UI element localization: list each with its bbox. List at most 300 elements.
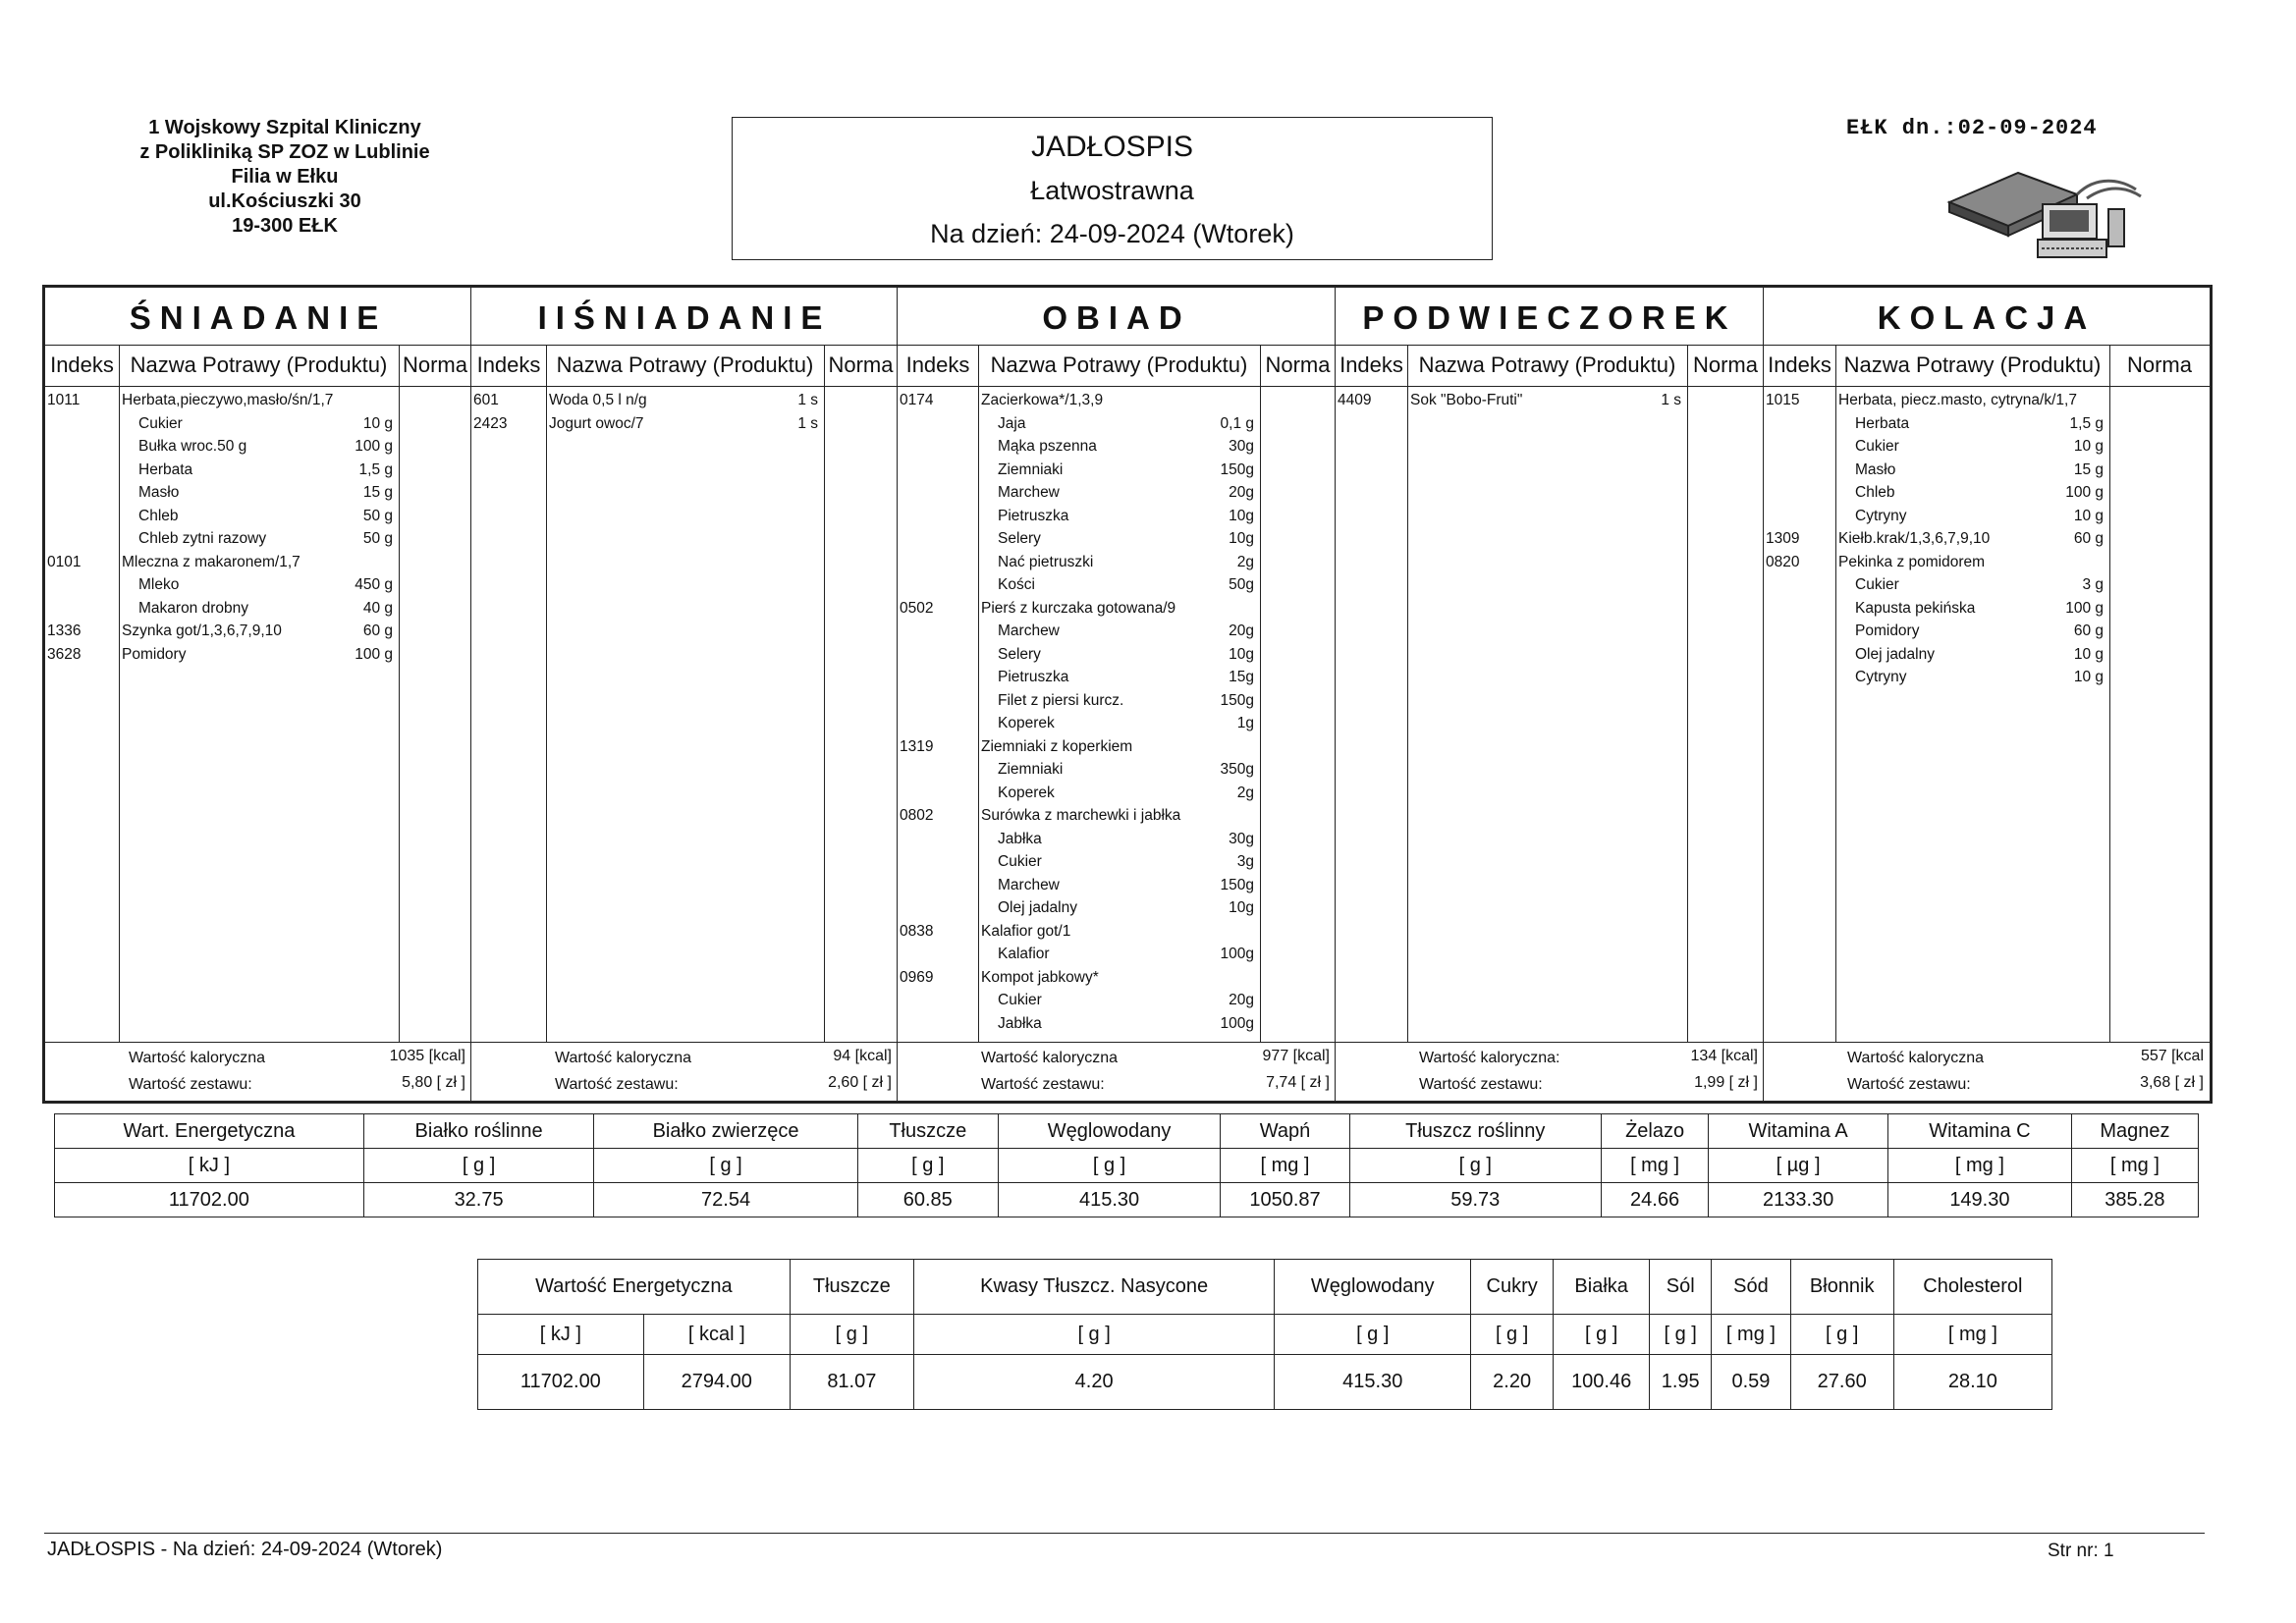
nutrient-value: 11702.00 [478, 1355, 644, 1410]
item-norm: 1 s [797, 392, 818, 408]
meal-title: PODWIECZOREK [1362, 299, 1737, 336]
column-header-name: Nazwa Potrawy (Produktu) [1843, 352, 2102, 377]
item-norm: 0,1 g [1220, 414, 1254, 432]
item-norm: 2g [1236, 784, 1254, 801]
item-norm: 60 g [2073, 622, 2104, 639]
hospital-line: 19-300 EŁK [232, 215, 338, 237]
item-name: Kompot jabkowy* [981, 968, 1099, 986]
nutrient-header: Tłuszcze [790, 1260, 913, 1315]
nutrient-value: 1050.87 [1221, 1183, 1349, 1217]
menu-row [1336, 389, 1764, 411]
book-computer-logo-icon [1940, 165, 2165, 263]
hospital-line: ul.Kościuszki 30 [208, 190, 361, 212]
item-name: Masło [1855, 460, 1896, 478]
item-name: Pierś z kurczaka gotowana/9 [981, 599, 1176, 617]
nutrient-value: 149.30 [1888, 1183, 2072, 1217]
column-header-index: Indeks [476, 352, 541, 377]
item-norm: 100 g [355, 645, 393, 663]
item-name: Cytryny [1855, 507, 1907, 524]
item-norm: 20g [1229, 484, 1254, 501]
menu-row [898, 620, 1336, 642]
item-norm: 3 g [2082, 576, 2104, 593]
menu-row [1764, 389, 2210, 411]
menu-row [45, 597, 471, 620]
nutrient-value: 1.95 [1650, 1355, 1712, 1410]
menu-row [898, 389, 1336, 411]
item-name: Olej jadalny [998, 899, 1077, 916]
item-name: Herbata [1855, 414, 1910, 432]
item-name: Pietruszka [998, 669, 1069, 685]
item-name: Mąka pszenna [998, 438, 1097, 455]
cost-label: Wartość zestawu: [981, 1076, 1105, 1093]
item-name: Kości [998, 576, 1035, 593]
nutrition-summary-table [54, 1113, 2199, 1217]
item-name: Selery [998, 530, 1041, 547]
nutrient-header: Cukry [1471, 1260, 1554, 1315]
column-header-norm: Norma [828, 352, 894, 377]
column-header-name: Nazwa Potrawy (Produktu) [130, 352, 388, 377]
item-norm: 15 g [2073, 460, 2104, 478]
item-index: 1011 [47, 392, 81, 408]
item-norm: 30g [1229, 438, 1254, 455]
nutrient-header: Sód [1712, 1260, 1790, 1315]
page-title: JADŁOSPIS [1030, 131, 1194, 163]
item-norm: 100 g [2065, 599, 2104, 617]
item-name: Makaron drobny [138, 599, 249, 617]
nutrient-value: 60.85 [857, 1183, 998, 1217]
item-index: 0802 [900, 807, 934, 824]
column-header-name: Nazwa Potrawy (Produktu) [556, 352, 814, 377]
nutrient-header: Witamina A [1709, 1114, 1888, 1149]
item-name: Jabłka [998, 1014, 1042, 1032]
menu-row [898, 551, 1336, 573]
menu-row [898, 850, 1336, 873]
item-name: Kalafior got/1 [981, 922, 1071, 940]
menu-row [45, 435, 471, 458]
item-index: 0174 [900, 392, 934, 408]
item-norm: 10 g [2073, 645, 2104, 663]
menu-row [898, 643, 1336, 666]
item-index: 1015 [1766, 392, 1800, 408]
menu-row [898, 1012, 1336, 1035]
nutrient-header: Wapń [1221, 1114, 1349, 1149]
item-index: 0838 [900, 922, 934, 940]
item-name: Nać pietruszki [998, 553, 1094, 570]
nutrient-header: Węglowodany [998, 1114, 1221, 1149]
nutrient-header: Tłuszcz roślinny [1349, 1114, 1601, 1149]
item-index: 1309 [1766, 530, 1800, 547]
diet-name: Łatwostrawna [1030, 176, 1194, 205]
nutrient-header: Białko roślinne [363, 1114, 594, 1149]
item-norm: 10 g [2073, 438, 2104, 455]
item-index: 601 [473, 392, 499, 408]
nutrient-unit: [ g ] [913, 1315, 1274, 1355]
item-name: Kiełb.krak/1,3,6,7,9,10 [1838, 530, 1991, 547]
menu-row [898, 966, 1336, 989]
item-name: Surówka z marchewki i jabłka [981, 807, 1181, 824]
menu-row [898, 481, 1336, 504]
item-name: Szynka got/1,3,6,7,9,10 [122, 622, 282, 639]
nutrient-header: Kwasy Tłuszcz. Nasycone [913, 1260, 1274, 1315]
item-name: Marchew [998, 484, 1060, 501]
menu-row [45, 527, 471, 550]
item-norm: 150g [1220, 691, 1254, 709]
nutrient-unit: [ g ] [1471, 1315, 1554, 1355]
menu-row [45, 481, 471, 504]
menu-row [898, 804, 1336, 827]
nutrient-unit: [ kJ ] [478, 1315, 644, 1355]
kcal-value: 977 [kcal] [1262, 1048, 1330, 1064]
menu-row [1764, 551, 2210, 573]
nutrient-header: Błonnik [1790, 1260, 1893, 1315]
nutrient-unit: [ g ] [1275, 1315, 1471, 1355]
footer-title: JADŁOSPIS - Na dzień: 24-09-2024 (Wtorek) [47, 1539, 443, 1560]
item-name: Cukier [998, 853, 1042, 870]
item-norm: 20g [1229, 992, 1254, 1008]
nutrient-unit: [ g ] [594, 1149, 857, 1183]
item-name: Jaja [998, 414, 1026, 432]
menu-row [898, 735, 1336, 758]
cost-value: 3,68 [ zł ] [2140, 1074, 2204, 1091]
meal-title: OBIAD [1042, 299, 1191, 336]
kcal-label: Wartość kaloryczna [981, 1050, 1118, 1066]
nutrient-header: Sól [1650, 1260, 1712, 1315]
item-name: Chleb [1855, 484, 1895, 501]
page-number: Str nr: 1 [2048, 1541, 2114, 1561]
column-header-norm: Norma [2126, 352, 2192, 377]
item-name: Sok "Bobo-Fruti" [1410, 392, 1523, 408]
item-name: Cukier [138, 414, 183, 432]
item-name: Olej jadalny [1855, 645, 1935, 663]
column-header-index: Indeks [905, 352, 970, 377]
column-header-index: Indeks [1768, 352, 1831, 377]
menu-row [1764, 620, 2210, 642]
menu-row [1764, 597, 2210, 620]
nutrient-unit: [ mg ] [1601, 1149, 1708, 1183]
nutrition-label-table [477, 1259, 2052, 1410]
kcal-label: Wartość kaloryczna [1847, 1050, 1984, 1066]
nutrient-value: 415.30 [1275, 1355, 1471, 1410]
menu-row [1764, 481, 2210, 504]
nutrient-value: 24.66 [1601, 1183, 1708, 1217]
item-name: Ziemniaki [998, 761, 1064, 778]
menu-row [898, 666, 1336, 688]
menu-row [1764, 573, 2210, 596]
menu-row [898, 712, 1336, 734]
kcal-label: Wartość kaloryczna: [1419, 1050, 1560, 1066]
meal-title: KOLACJA [1877, 299, 2097, 336]
menu-row [898, 412, 1336, 435]
item-index: 0820 [1766, 553, 1800, 570]
menu-row [45, 573, 471, 596]
nutrient-header: Węglowodany [1275, 1260, 1471, 1315]
nutrient-value: 2794.00 [643, 1355, 790, 1410]
kcal-value: 557 [kcal [2140, 1048, 2204, 1064]
menu-row [1764, 527, 2210, 550]
item-name: Bułka wroc.50 g [138, 438, 247, 455]
item-norm: 1,5 g [358, 460, 393, 478]
meal-totals [898, 1045, 1336, 1104]
item-name: Marchew [998, 876, 1060, 893]
menu-row [898, 505, 1336, 527]
cost-value: 7,74 [ zł ] [1266, 1074, 1330, 1091]
column-header-norm: Norma [1265, 352, 1331, 377]
nutrient-value: 59.73 [1349, 1183, 1601, 1217]
nutrient-unit: [ mg ] [2071, 1149, 2198, 1183]
item-name: Jogurt owoc/7 [549, 414, 644, 432]
item-index: 0502 [900, 599, 934, 617]
nutrient-unit: [ mg ] [1893, 1315, 2051, 1355]
item-name: Herbata, piecz.masto, cytryna/k/1,7 [1838, 392, 2077, 408]
item-name: Woda 0,5 l n/g [549, 392, 647, 408]
item-name: Herbata [138, 460, 193, 478]
meal-totals [1336, 1045, 1764, 1104]
item-index: 1336 [47, 622, 82, 639]
menu-row [45, 643, 471, 666]
nutrient-value: 27.60 [1790, 1355, 1893, 1410]
menu-row [45, 620, 471, 642]
hospital-address [88, 116, 481, 239]
cost-label: Wartość zestawu: [555, 1076, 679, 1093]
item-norm: 15g [1229, 669, 1254, 685]
hospital-line: z Polikliniką SP ZOZ w Lublinie [139, 141, 430, 163]
nutrient-unit: [ kJ ] [55, 1149, 364, 1183]
item-name: Selery [998, 645, 1041, 663]
item-norm: 50 g [362, 530, 393, 547]
item-norm: 3g [1236, 853, 1254, 870]
item-norm: 60 g [362, 622, 393, 639]
item-name: Pekinka z pomidorem [1838, 553, 1986, 570]
menu-table [42, 285, 2213, 1104]
nutrient-header: Żelazo [1601, 1114, 1708, 1149]
item-norm: 20g [1229, 622, 1254, 639]
item-name: Zacierkowa*/1,3,9 [981, 392, 1104, 408]
nutrient-value: 32.75 [363, 1183, 594, 1217]
item-index: 0101 [47, 553, 82, 570]
nutrient-header: Białko zwierzęce [594, 1114, 857, 1149]
nutrient-unit: [ g ] [857, 1149, 998, 1183]
menu-row [898, 573, 1336, 596]
nutrient-unit: [ mg ] [1712, 1315, 1790, 1355]
nutrient-header: Tłuszcze [857, 1114, 998, 1149]
nutrient-unit: [ µg ] [1709, 1149, 1888, 1183]
menu-row [898, 828, 1336, 850]
item-norm: 10g [1229, 507, 1254, 524]
item-norm: 30g [1229, 830, 1254, 847]
menu-row [898, 758, 1336, 781]
cost-value: 1,99 [ zł ] [1694, 1074, 1758, 1091]
item-norm: 350g [1220, 761, 1254, 778]
nutrient-value: 415.30 [998, 1183, 1221, 1217]
item-index: 1319 [900, 737, 934, 755]
menu-row [898, 920, 1336, 943]
menu-row [1764, 643, 2210, 666]
item-norm: 100g [1220, 946, 1254, 962]
menu-row [898, 874, 1336, 896]
menu-row [898, 989, 1336, 1011]
kcal-value: 94 [kcal] [833, 1048, 892, 1064]
column-header-norm: Norma [402, 352, 467, 377]
menu-row [1764, 459, 2210, 481]
nutrient-value: 28.10 [1893, 1355, 2051, 1410]
item-norm: 50g [1229, 576, 1254, 593]
item-name: Cytryny [1855, 669, 1907, 685]
nutrient-value: 2133.30 [1709, 1183, 1888, 1217]
kcal-value: 134 [kcal] [1690, 1048, 1758, 1064]
nutrient-value: 100.46 [1554, 1355, 1650, 1410]
item-name: Pietruszka [998, 507, 1069, 524]
item-norm: 150g [1220, 876, 1254, 893]
menu-row [898, 782, 1336, 804]
menu-row [898, 459, 1336, 481]
item-norm: 1 s [1661, 392, 1681, 408]
item-norm: 60 g [2073, 530, 2104, 547]
menu-row [898, 943, 1336, 965]
item-norm: 10g [1229, 645, 1254, 663]
item-norm: 1 s [797, 414, 818, 432]
item-norm: 450 g [355, 576, 393, 593]
item-norm: 1,5 g [2069, 414, 2104, 432]
kcal-label: Wartość kaloryczna [555, 1050, 691, 1066]
menu-row [898, 435, 1336, 458]
item-name: Chleb [138, 507, 179, 524]
item-norm: 10 g [2073, 669, 2104, 685]
nutrient-unit: [ mg ] [1221, 1149, 1349, 1183]
nutrient-value: 4.20 [913, 1355, 1274, 1410]
menu-row [1764, 666, 2210, 688]
item-name: Koperek [998, 715, 1055, 731]
footer-divider [44, 1533, 2205, 1534]
menu-row [45, 505, 471, 527]
item-name: Cukier [1855, 438, 1899, 455]
kcal-value: 1035 [kcal] [389, 1048, 465, 1064]
menu-row [45, 459, 471, 481]
item-norm: 1g [1236, 715, 1254, 731]
item-index: 4409 [1338, 392, 1372, 408]
column-header-name: Nazwa Potrawy (Produktu) [990, 352, 1248, 377]
item-name: Mleko [138, 576, 180, 593]
item-name: Koperek [998, 784, 1055, 801]
nutrient-header: Wartość Energetyczna [478, 1260, 791, 1315]
column-header-index: Indeks [50, 352, 114, 377]
menu-row [898, 527, 1336, 550]
nutrient-value: 0.59 [1712, 1355, 1790, 1410]
nutrient-value: 11702.00 [55, 1183, 364, 1217]
nutrient-unit: [ g ] [1790, 1315, 1893, 1355]
item-index: 2423 [473, 414, 508, 432]
menu-row [1764, 412, 2210, 435]
item-norm: 10g [1229, 530, 1254, 547]
menu-row [45, 412, 471, 435]
meal-totals [1764, 1045, 2210, 1104]
item-name: Jabłka [998, 830, 1042, 847]
nutrient-header: Witamina C [1888, 1114, 2072, 1149]
item-name: Cukier [998, 992, 1042, 1008]
nutrient-unit: [ kcal ] [643, 1315, 790, 1355]
item-norm: 150g [1220, 460, 1254, 478]
item-name: Chleb zytni razowy [138, 530, 267, 547]
issue-date: EŁK dn.:02-09-2024 [1846, 116, 2098, 140]
nutrient-unit: [ g ] [790, 1315, 913, 1355]
meal-title: IIŚNIADANIE [537, 299, 832, 336]
menu-row [471, 412, 898, 435]
item-index: 3628 [47, 645, 82, 663]
item-norm: 10 g [362, 414, 393, 432]
nutrient-value: 72.54 [594, 1183, 857, 1217]
item-name: Herbata,pieczywo,masło/śn/1,7 [122, 392, 334, 408]
hospital-line: 1 Wojskowy Szpital Kliniczny [148, 117, 421, 138]
nutrient-unit: [ g ] [998, 1149, 1221, 1183]
nutrient-unit: [ g ] [1650, 1315, 1712, 1355]
menu-row [45, 389, 471, 411]
item-norm: 40 g [362, 599, 393, 617]
item-name: Pomidory [122, 645, 187, 663]
menu-row [898, 896, 1336, 919]
nutrient-unit: [ mg ] [1888, 1149, 2072, 1183]
menu-row [1764, 435, 2210, 458]
menu-row [898, 597, 1336, 620]
nutrient-value: 81.07 [790, 1355, 913, 1410]
menu-row [471, 389, 898, 411]
item-name: Kalafior [998, 946, 1050, 962]
item-norm: 100g [1220, 1014, 1254, 1032]
item-norm: 50 g [362, 507, 393, 524]
column-header-name: Nazwa Potrawy (Produktu) [1418, 352, 1676, 377]
nutrient-value: 385.28 [2071, 1183, 2198, 1217]
cost-label: Wartość zestawu: [129, 1076, 252, 1093]
column-header-norm: Norma [1692, 352, 1758, 377]
item-name: Pomidory [1855, 622, 1920, 639]
nutrient-header: Wart. Energetyczna [55, 1114, 364, 1149]
cost-value: 5,80 [ zł ] [402, 1074, 465, 1091]
item-norm: 100 g [355, 438, 393, 455]
meal-totals [471, 1045, 898, 1104]
menu-row [898, 689, 1336, 712]
hospital-line: Filia w Ełku [231, 166, 339, 188]
item-name: Mleczna z makaronem/1,7 [122, 553, 301, 570]
nutrient-header: Białka [1554, 1260, 1650, 1315]
item-name: Cukier [1855, 576, 1899, 593]
kcal-label: Wartość kaloryczna [129, 1050, 265, 1066]
nutrient-header: Magnez [2071, 1114, 2198, 1149]
meal-totals [45, 1045, 471, 1104]
menu-row [45, 551, 471, 573]
nutrient-header: Cholesterol [1893, 1260, 2051, 1315]
item-norm: 2g [1236, 553, 1254, 570]
nutrient-unit: [ g ] [1554, 1315, 1650, 1355]
item-norm: 100 g [2065, 484, 2104, 501]
item-norm: 10 g [2073, 507, 2104, 524]
cost-value: 2,60 [ zł ] [828, 1074, 892, 1091]
title-box [732, 117, 1493, 260]
nutrient-unit: [ g ] [363, 1149, 594, 1183]
nutrient-unit: [ g ] [1349, 1149, 1601, 1183]
nutrient-value: 2.20 [1471, 1355, 1554, 1410]
item-name: Kapusta pekińska [1855, 599, 1976, 617]
item-name: Ziemniaki z koperkiem [981, 737, 1133, 755]
item-index: 0969 [900, 968, 934, 986]
menu-row [1764, 505, 2210, 527]
item-name: Marchew [998, 622, 1060, 639]
item-norm: 10g [1229, 899, 1254, 916]
meal-title: ŚNIADANIE [129, 299, 388, 336]
cost-label: Wartość zestawu: [1419, 1076, 1543, 1093]
item-norm: 15 g [362, 484, 393, 501]
column-header-index: Indeks [1339, 352, 1403, 377]
item-name: Ziemniaki [998, 460, 1064, 478]
item-name: Filet z piersi kurcz. [998, 691, 1124, 709]
item-name: Masło [138, 484, 180, 501]
